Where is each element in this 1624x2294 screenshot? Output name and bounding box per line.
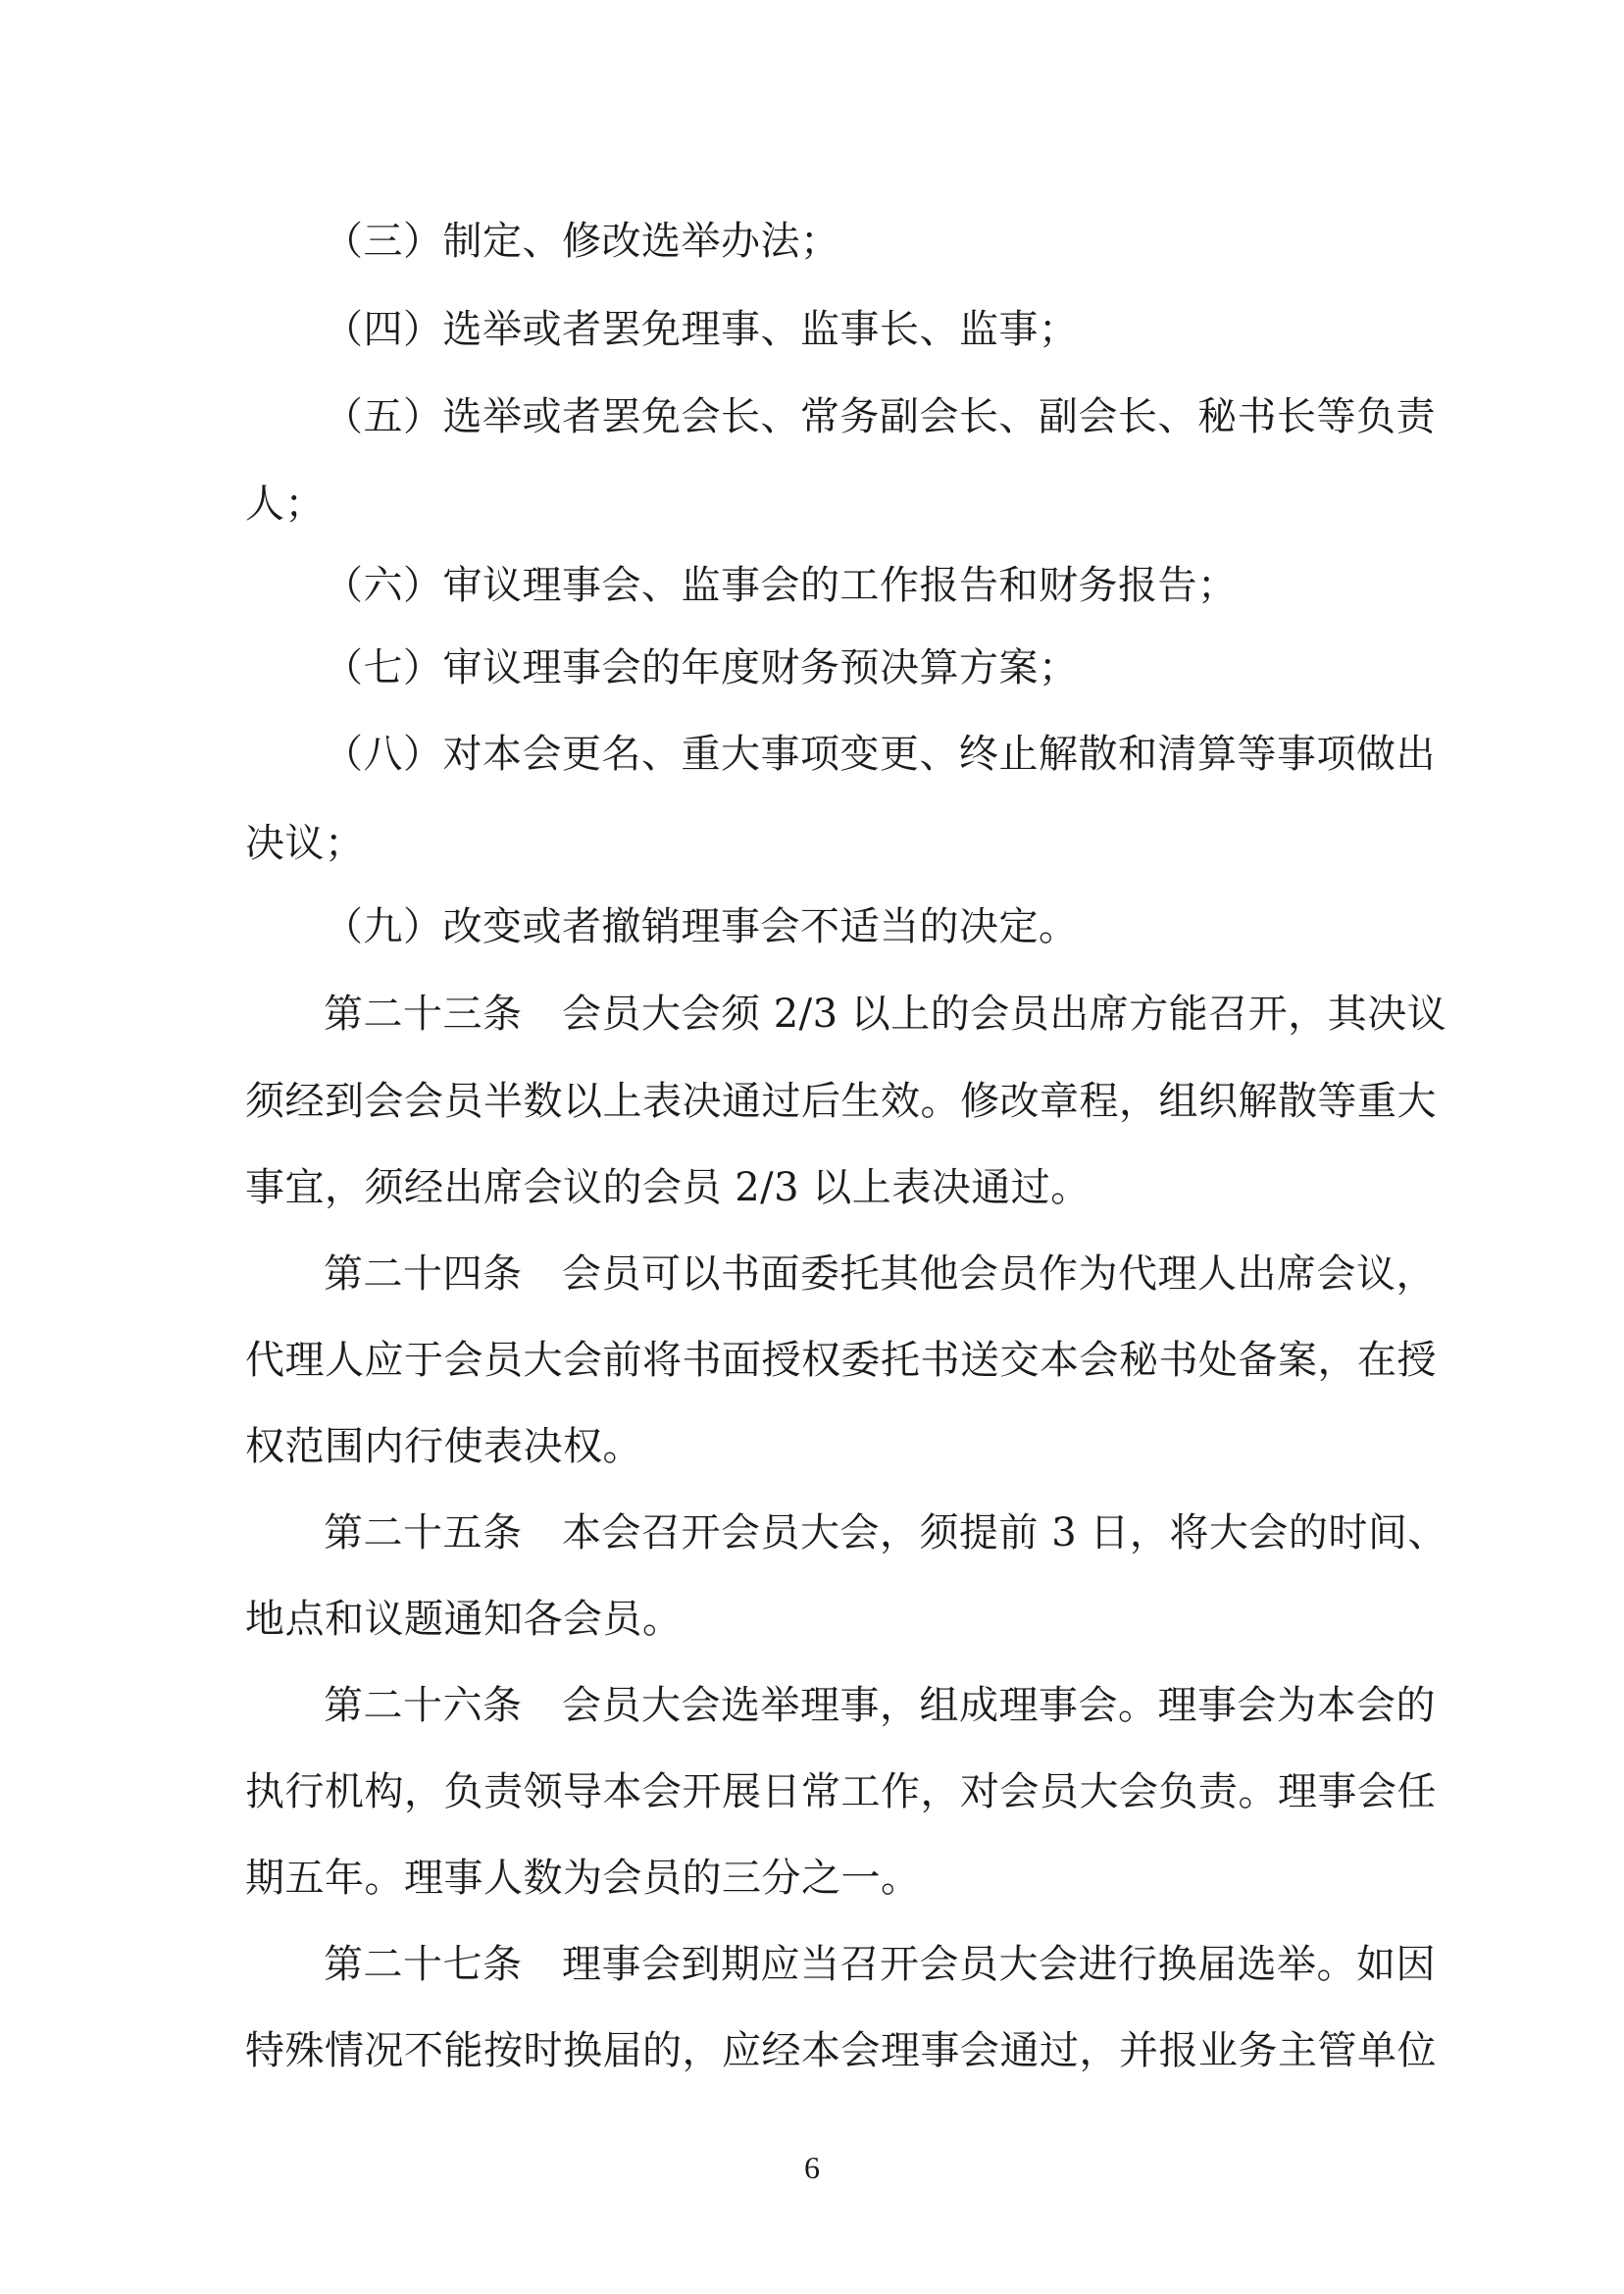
text-line: 决议； — [245, 821, 365, 866]
text-line: 第二十六条 会员大会选举理事，组成理事会。理事会为本会的 — [324, 1683, 1436, 1728]
text-line: 代理人应于会员大会前将书面授权委托书送交本会秘书处备案，在授 — [245, 1338, 1437, 1383]
text-line: （六）审议理事会、监事会的工作报告和财务报告； — [324, 563, 1238, 608]
text-line: 人； — [245, 482, 325, 527]
text-line: 第二十五条 本会召开会员大会，须提前 3 日，将大会的时间、 — [324, 1510, 1447, 1555]
text-line: 特殊情况不能按时换届的，应经本会理事会通过，并报业务主管单位 — [245, 2028, 1437, 2073]
text-line: 第二十三条 会员大会须 2/3 以上的会员出席方能召开，其决议 — [324, 992, 1447, 1037]
text-line: 执行机构，负责领导本会开展日常工作，对会员大会负责。理事会任 — [245, 1769, 1437, 1814]
text-line: 地点和议题通知各会员。 — [245, 1597, 683, 1642]
text-line: （九）改变或者撤销理事会不适当的决定。 — [324, 904, 1079, 949]
text-line: 事宜，须经出席会议的会员 2/3 以上表决通过。 — [245, 1165, 1091, 1210]
text-line: （八）对本会更名、重大事项变更、终止解散和清算等事项做出 — [324, 732, 1436, 777]
page-number: 6 — [804, 2150, 820, 2185]
text-line: 须经到会会员半数以上表决通过后生效。修改章程，组织解散等重大 — [245, 1079, 1437, 1124]
text-line: 第二十四条 会员可以书面委托其他会员作为代理人出席会议， — [324, 1251, 1436, 1297]
text-line: （四）选举或者罢免理事、监事长、监事； — [324, 307, 1079, 352]
text-line: 期五年。理事人数为会员的三分之一。 — [245, 1856, 921, 1901]
text-line: 第二十七条 理事会到期应当召开会员大会进行换届选举。如因 — [324, 1942, 1436, 1987]
text-line: （五）选举或者罢免会长、常务副会长、副会长、秘书长等负责 — [324, 394, 1436, 439]
text-line: （三）制定、修改选举办法； — [324, 219, 840, 264]
text-line: 权范围内行使表决权。 — [245, 1424, 642, 1469]
text-line: （七）审议理事会的年度财务预决算方案； — [324, 645, 1079, 690]
